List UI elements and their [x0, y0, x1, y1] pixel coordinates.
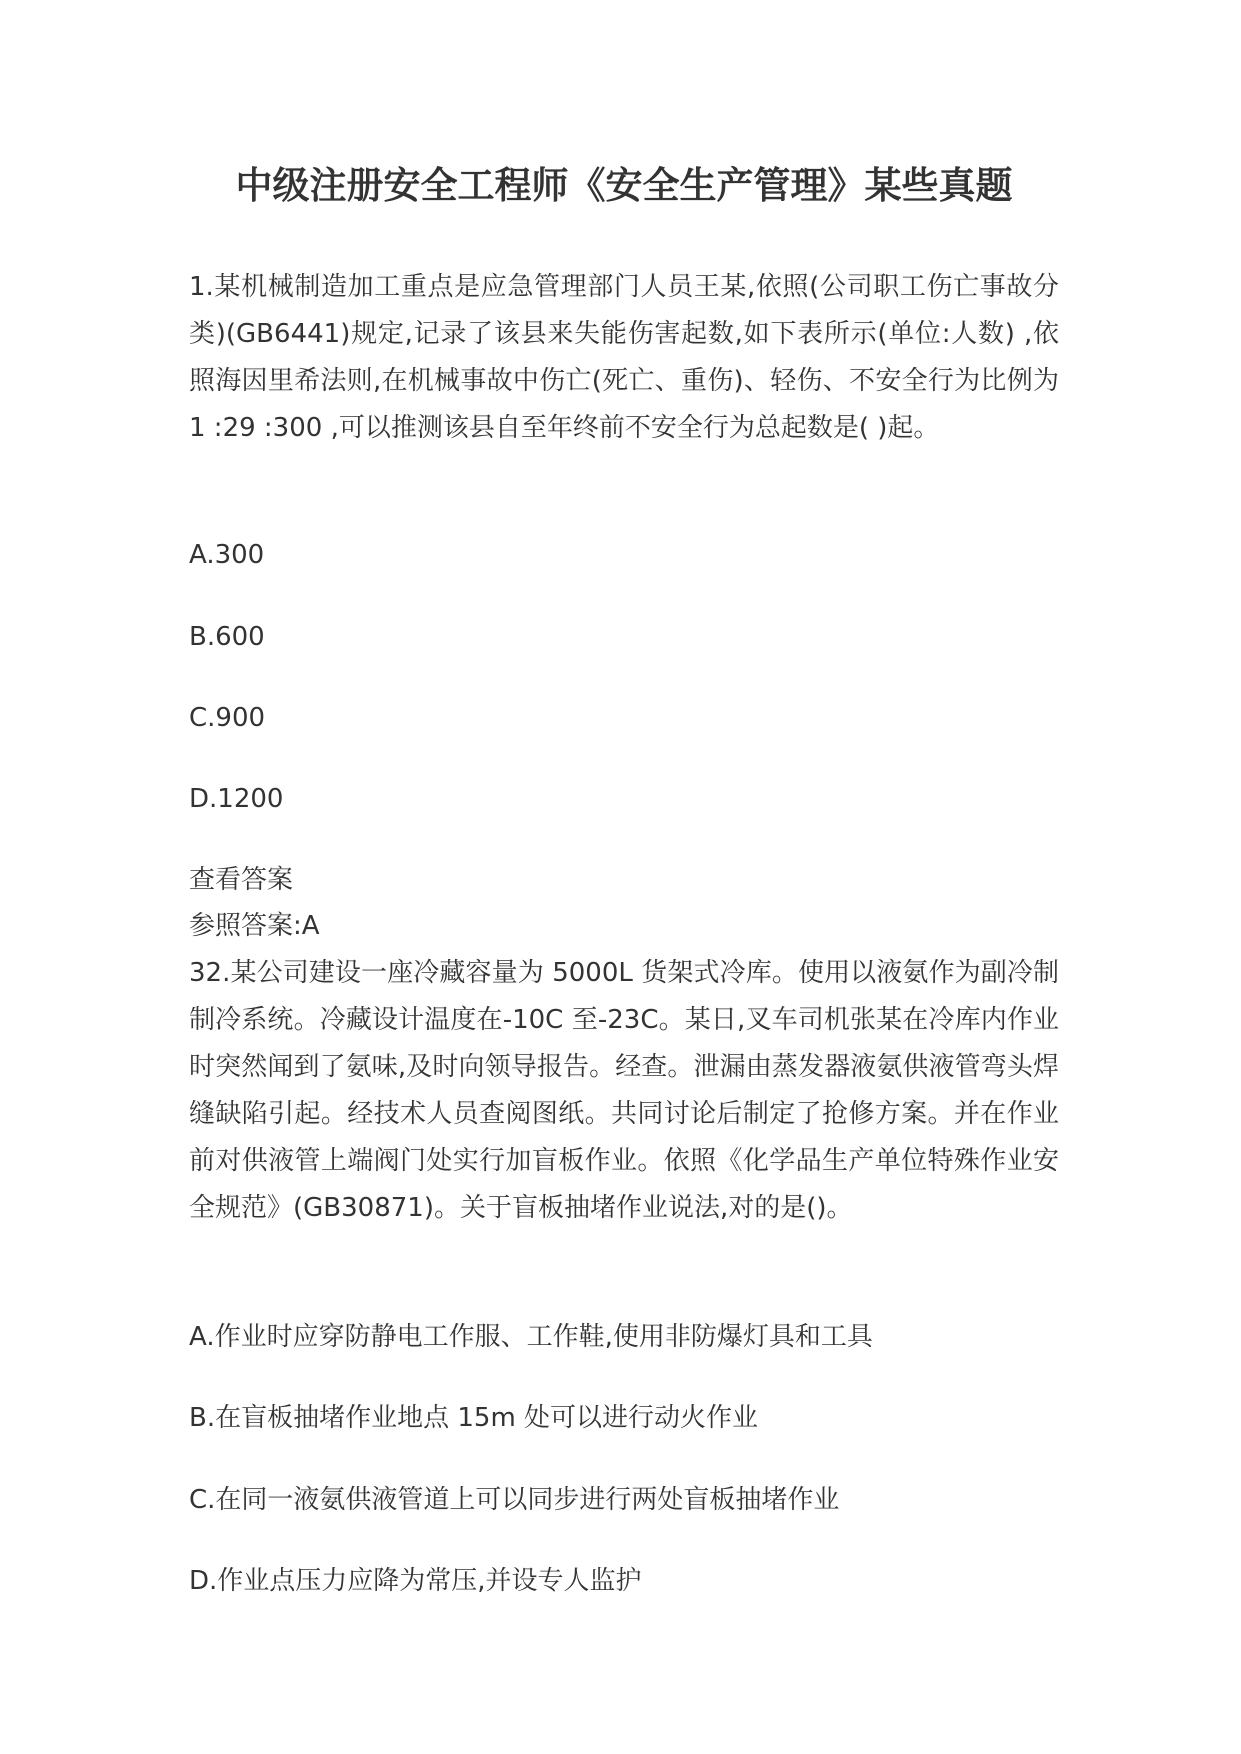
- question-1-option-c: C.900: [189, 703, 266, 733]
- reference-answer: 参照答案:A: [189, 911, 320, 941]
- question-32-option-a: A.作业时应穿防静电工作服、工作鞋,使用非防爆灯具和工具: [189, 1322, 873, 1352]
- question-32-option-b: B.在盲板抽堵作业地点 15m 处可以进行动火作业: [189, 1403, 759, 1433]
- view-answer-link[interactable]: 查看答案: [189, 865, 294, 895]
- question-32-stem: 32.某公司建设一座冷藏容量为 5000L 货架式冷库。使用以液氨作为副冷制制冷系统。冷藏设计温度在-10C 至-23C。某日,叉车司机张某在冷库内作业时突然闻到了氨味,及时向领导报告。经查。泄漏由蒸发器液氨供液管弯头焊缝缺陷引起。经技术人员查阅图纸。共同讨论后制定了抢修方案。并在作业前对供液管上端阀门处实行加盲板作业。依照《化学品生产单位特殊作业安全规范》(GB30871)。关于盲板抽堵作业说法,对的是()。: [189, 958, 1059, 1223]
- question-1-stem: 1.某机械制造加工重点是应急管理部门人员王某,依照(公司职工伤亡事故分类)(GB6441)规定,记录了该县来失能伤害起数,如下表所示(单位:人数) ,依照海因里希法则,在机械事故中伤亡(死亡、重伤)、轻伤、不安全行为比例为 1 :29 :300 ,可以推测该县自至年终前不安全行为总起数是( )起。: [189, 272, 1059, 443]
- question-1-option-b: B.600: [189, 622, 265, 652]
- question-32-option-c: C.在同一液氨供液管道上可以同步进行两处盲板抽堵作业: [189, 1485, 840, 1515]
- document-title: 中级注册安全工程师《安全生产管理》某些真题: [235, 164, 1013, 207]
- question-1-option-d: D.1200: [189, 784, 284, 814]
- question-32-option-d: D.作业点压力应降为常压,并设专人监护: [189, 1566, 642, 1596]
- question-1-option-a: A.300: [189, 540, 265, 570]
